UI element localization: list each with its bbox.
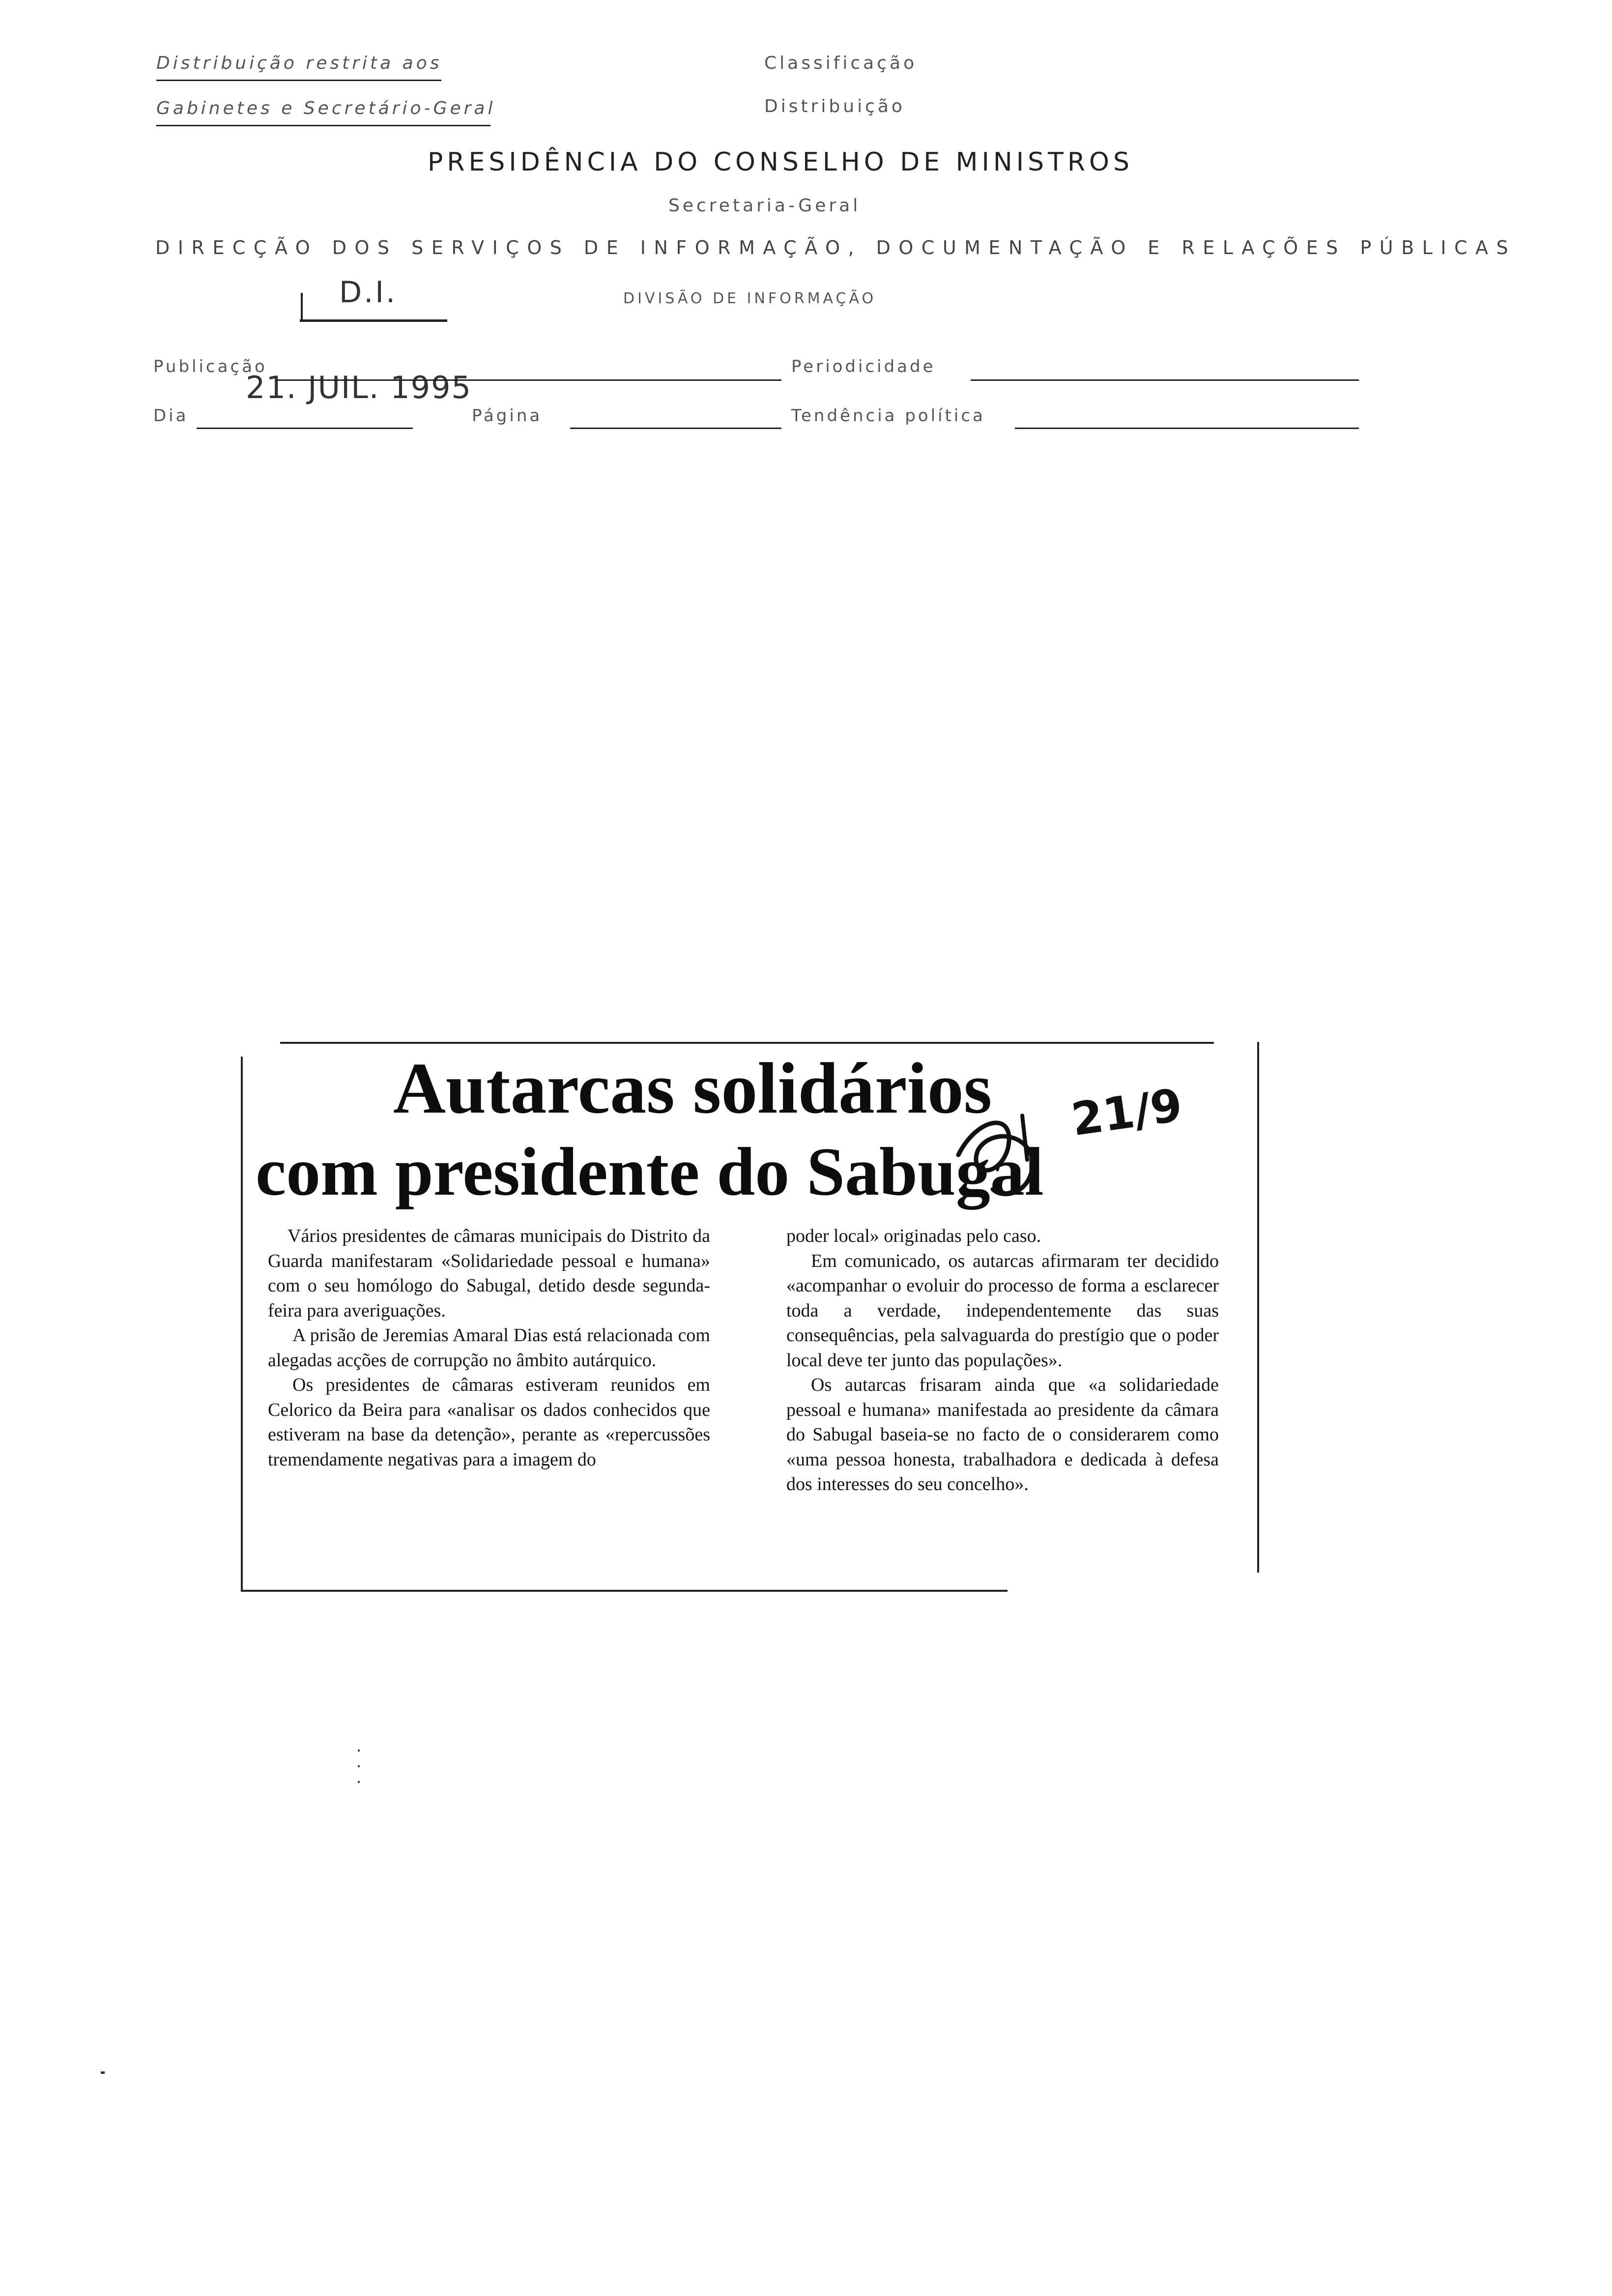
- distribution-restricted-rule: [156, 80, 441, 81]
- handwritten-scribble-icon: [949, 1096, 1096, 1209]
- article-paragraph: poder local» originadas pelo caso.: [786, 1226, 1041, 1246]
- handwritten-date-note: 21/9: [1068, 1078, 1186, 1147]
- article-paragraph: Os presidentes de câmaras estiveram reunidos em Celorico da Beira para «analisar os dados conhecidos que estiveram na base da detenção», perante as «repercussões tremendamente negativas para a imagem do: [268, 1375, 710, 1470]
- division-stamp-bracket: [301, 293, 303, 320]
- division-title: DIVISÃO DE INFORMAÇÃO: [623, 290, 877, 307]
- article-headline-line2: com presidente do Sabugal: [256, 1134, 1044, 1210]
- article-left-column: [268, 1224, 710, 1472]
- scan-speck: [358, 1765, 360, 1767]
- periodicity-label: Periodicidade: [791, 357, 936, 376]
- scan-speck: [358, 1781, 360, 1783]
- directorate-title: DIRECÇÃO DOS SERVIÇOS DE INFORMAÇÃO, DOCUMENTAÇÃO E RELAÇÕES PÚBLICAS: [155, 237, 1517, 258]
- division-stamp-rule: [300, 319, 447, 322]
- day-label: Dia: [153, 406, 189, 426]
- scan-speck: [101, 2071, 105, 2074]
- distribution-offices-label: Gabinetes e Secretário-Geral: [156, 98, 496, 118]
- political-tendency-rule: [1015, 428, 1359, 429]
- distribution-label: Distribuição: [764, 96, 905, 116]
- clipping-left-rule: [241, 1057, 243, 1590]
- article-paragraph: A prisão de Jeremias Amaral Dias está relacionada com alegadas acções de corrupção no âmbito autárquico.: [268, 1325, 710, 1371]
- scan-speck: [358, 1750, 360, 1751]
- day-rule: [197, 428, 413, 429]
- publication-date-stamp: 21. JUIL. 1995: [246, 370, 472, 405]
- page-rule: [570, 428, 781, 429]
- secretariat-title: Secretaria-Geral: [668, 196, 861, 216]
- article-paragraph: Os autarcas frisaram ainda que «a solidariedade pessoal e humana» manifestada ao presidente da câmara do Sabugal baseia-se no facto de o considerarem como «uma pessoa honesta, trabalhadora e dedicada à defesa dos interesses do seu concelho».: [786, 1375, 1219, 1494]
- clipping-bottom-rule: [241, 1590, 1008, 1592]
- periodicity-rule: [971, 379, 1359, 381]
- article-headline-line1: Autarcas solidários: [393, 1048, 992, 1129]
- distribution-offices-rule: [156, 125, 490, 126]
- ministry-title: PRESIDÊNCIA DO CONSELHO DE MINISTROS: [428, 147, 1133, 177]
- distribution-restricted-label: Distribuição restrita aos: [156, 53, 442, 73]
- article-paragraph: Em comunicado, os autarcas afirmaram ter decidido «acompanhar o evoluir do processo de forma a esclarecer toda a verdade, independentemente das suas consequências, pela salvaguarda do prestígio que o poder local deve ter junto das populações».: [786, 1250, 1219, 1371]
- political-tendency-label: Tendência política: [791, 406, 985, 426]
- article-paragraph: Vários presidentes de câmaras municipais do Distrito da Guarda manifestaram «Solidariedade pessoal e humana» com o seu homólogo do Sabugal, detido desde segunda-feira para averiguações.: [268, 1226, 710, 1321]
- newspaper-clipping: [241, 1042, 1263, 1597]
- publication-label: Publicação: [153, 357, 267, 376]
- classification-label: Classificação: [764, 53, 918, 73]
- article-right-column: [786, 1224, 1219, 1497]
- publication-rule: [275, 379, 781, 381]
- page-label: Página: [472, 406, 543, 426]
- clipping-right-rule: [1257, 1042, 1259, 1573]
- clipping-top-rule: [280, 1042, 1214, 1044]
- division-stamp: D.I.: [339, 275, 398, 310]
